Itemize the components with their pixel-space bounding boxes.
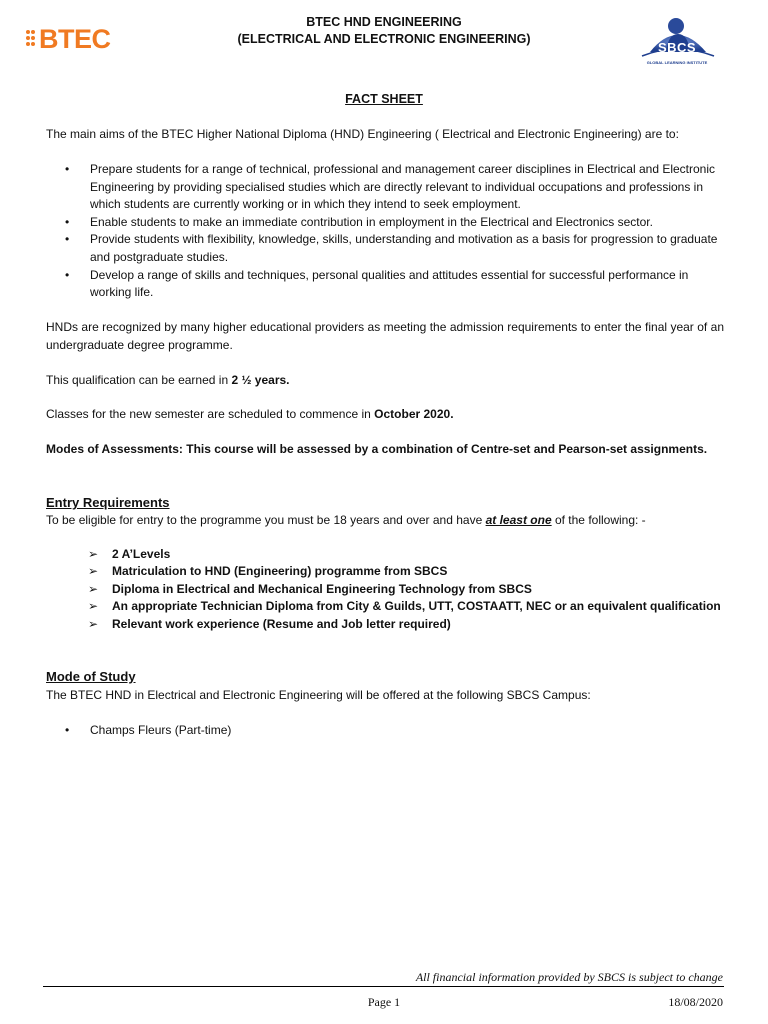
entry-intro-emphasis: at least one (485, 513, 552, 527)
btec-logo-text: BTEC (39, 24, 111, 54)
aim-text: Provide students with flexibility, knowledge, skills, understanding and motivation as a basis for progression to graduate and postgraduate studies. (90, 232, 718, 264)
bullet-icon: • (65, 214, 70, 229)
sbcs-logo-tagline: GLOBAL LEARNING INSTITUTE (646, 60, 708, 65)
list-item (46, 161, 724, 214)
list-item (88, 581, 728, 598)
bullet-icon: • (65, 162, 70, 176)
header-title-line2: (ELECTRICAL AND ELECTRONIC ENGINEERING) (237, 32, 531, 46)
entry-intro-prefix: To be eligible for entry to the programme you must be 18 years and over and have (46, 513, 486, 527)
classes-paragraph (46, 406, 724, 424)
arrow-icon: ➢ (88, 599, 99, 614)
duration-text: This qualification can be earned in (46, 373, 232, 387)
footer-date: 18/08/2020 (668, 995, 723, 1009)
btec-dots-icon (26, 27, 38, 53)
classes-text: Classes for the new semester are scheduled to commence in (46, 407, 375, 421)
sbcs-logo-text: SBCS (657, 40, 697, 55)
recognition-paragraph: HNDs are recognized by many higher educational providers as meeting the admission requirements to enter the final year of an undergraduate degree programme. (46, 320, 724, 352)
page-number: Page 1 (367, 995, 401, 1009)
list-item (88, 563, 728, 580)
arrow-icon: ➢ (88, 581, 99, 596)
aim-text: Prepare students for a range of technical, professional and management career disciplines in Electrical and Electronic Engineering by providing specialised studies which are directly relevant to individual occupations and professions in which students are currently working or in which they intend to seek employment. (90, 162, 716, 212)
duration-paragraph (46, 372, 724, 390)
footer-disclaimer: All financial information provided by SBCS is subject to change (415, 970, 723, 984)
requirement-text: An appropriate Technician Diploma from City & Guilds, UTT, COSTAATT, NEC or an equivalent qualification (112, 599, 721, 614)
sbcs-logo (636, 12, 718, 70)
list-item (88, 598, 728, 615)
footer-divider (43, 986, 724, 987)
arrow-icon: ➢ (88, 547, 99, 561)
list-item (46, 214, 724, 232)
list-item (46, 722, 724, 740)
study-intro: The BTEC HND in Electrical and Electronic Engineering will be offered at the following SBCS Campus: (46, 688, 591, 702)
classes-date: October 2020. (374, 407, 454, 421)
list-item (88, 616, 728, 633)
entry-intro-suffix: of the following: - (551, 513, 646, 527)
requirement-text: Matriculation to HND (Engineering) programme from SBCS (112, 564, 448, 579)
entry-intro (46, 512, 724, 530)
bullet-icon: • (65, 267, 70, 282)
assessment-paragraph: Modes of Assessments: This course will be assessed by a combination of Centre-set and Pearson-set assignments. (46, 442, 708, 456)
bullet-icon: • (65, 723, 70, 737)
entry-requirements-heading: Entry Requirements (46, 495, 170, 510)
duration-value: 2 ½ years. (231, 373, 290, 387)
list-item (46, 231, 724, 266)
btec-logo (26, 24, 111, 55)
arrow-icon: ➢ (88, 616, 99, 631)
mode-of-study-heading: Mode of Study (46, 669, 136, 684)
entry-requirements-list (88, 546, 728, 633)
arrow-icon: ➢ (88, 564, 99, 579)
fact-sheet-title: FACT SHEET (345, 92, 423, 106)
header-title-line1: BTEC HND ENGINEERING (306, 15, 462, 29)
aims-intro: The main aims of the BTEC Higher National Diploma (HND) Engineering ( Electrical and Electronic Engineering) are to: (46, 127, 679, 141)
aims-list (46, 161, 724, 302)
bullet-icon: • (65, 232, 70, 247)
aim-text: Enable students to make an immediate contribution in employment in the Electrical and Electronics sector. (90, 214, 653, 229)
document-header (200, 14, 568, 48)
requirement-text: Relevant work experience (Resume and Job letter required) (112, 616, 451, 631)
requirement-text: 2 A’Levels (112, 547, 171, 561)
list-item (46, 267, 724, 302)
requirement-text: Diploma in Electrical and Mechanical Engineering Technology from SBCS (112, 581, 532, 596)
aim-text: Develop a range of skills and techniques, personal qualities and attitudes essential for successful performance in working life. (90, 267, 689, 300)
campus-text: Champs Fleurs (Part-time) (90, 723, 232, 737)
campus-list (46, 722, 724, 740)
list-item (88, 546, 728, 563)
